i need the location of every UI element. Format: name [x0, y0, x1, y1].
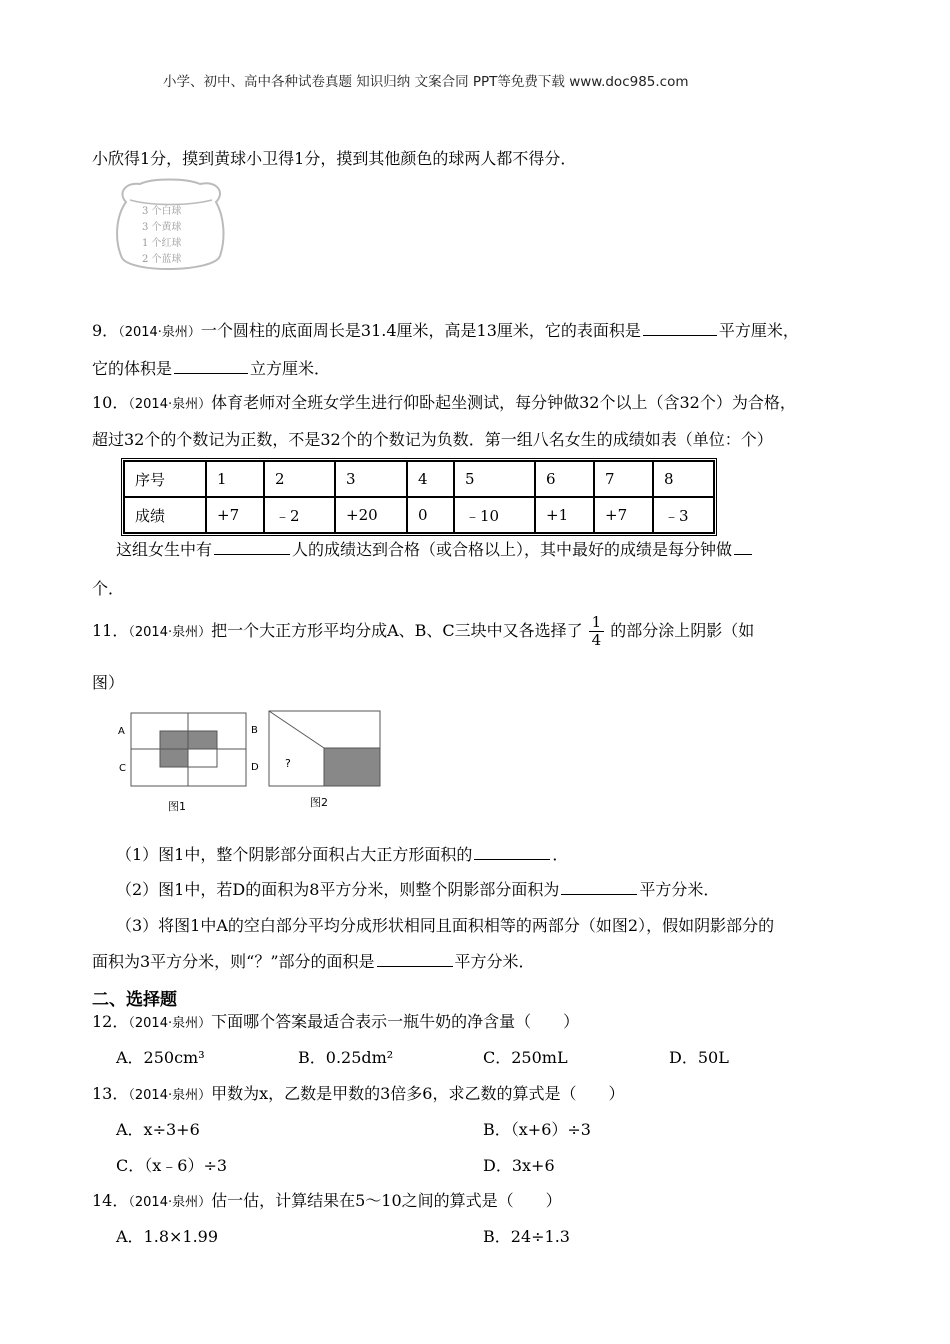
question-10-line2: 超过32个的个数记为正数，不是32个的个数记为负数．第一组八名女生的成绩如表（单位：个）	[92, 430, 773, 449]
q9-number: 9．	[92, 321, 119, 340]
figure-1-diagram	[114, 708, 264, 792]
q14-text: 估一估，计算结果在5～10之间的算式是（ ）	[211, 1191, 562, 1210]
ball-bag-figure	[112, 176, 230, 276]
q9-answer-blank-2[interactable]	[174, 359, 248, 374]
q12-number: 12．	[92, 1012, 129, 1031]
q11-number: 11．	[92, 621, 129, 640]
question-13	[92, 1081, 624, 1104]
q13-number: 13．	[92, 1084, 129, 1103]
fig1-label-b: B	[251, 725, 258, 736]
q11-text-end: 的部分涂上阴影（如	[610, 621, 755, 640]
table-cell: 6	[535, 461, 594, 497]
question-10-line1	[92, 390, 796, 413]
q11-sub1-text: （1）图1中，整个阴影部分面积占大正方形面积的	[116, 845, 473, 864]
q11-sub2-text: （2）图1中，若D的面积为8平方分米，则整个阴影部分面积为	[116, 880, 560, 899]
table-cell: 8	[653, 461, 714, 497]
fig1-label-d: D	[251, 762, 259, 773]
bag-line: 2 个蓝球	[142, 254, 182, 265]
question-11-line2: 图）	[92, 673, 125, 692]
table-row	[124, 461, 714, 497]
q11-sub3-answer-blank[interactable]	[377, 952, 453, 967]
table-cell: 序号	[124, 461, 206, 497]
q11-sub-3-line1: （3）将图1中A的空白部分平均分成形状相同且面积相等的两部分（如图2），假如阴影部分的	[116, 916, 775, 935]
figure-2-diagram	[268, 710, 383, 790]
q10-after-text2: 人的成绩达到合格（或合格以上），其中最好的成绩是每分钟做	[292, 540, 733, 559]
table-cell: 2	[264, 461, 335, 497]
q11-source: （2014·泉州）	[128, 625, 212, 640]
q11-sub-3-line2	[92, 949, 535, 972]
table-cell: 4	[407, 461, 454, 497]
q9-source: （2014·泉州）	[118, 325, 201, 340]
intro-line: 小欣得1分，摸到黄球小卫得1分，摸到其他颜色的球两人都不得分．	[92, 149, 577, 168]
table-cell: ﹣3	[653, 497, 714, 533]
q10-after-text: 这组女生中有	[116, 540, 213, 559]
q10-source: （2014·泉州）	[128, 397, 212, 412]
question-9-line1	[92, 318, 799, 341]
q12-source: （2014·泉州）	[128, 1016, 212, 1031]
question-14	[92, 1188, 562, 1211]
question-12	[92, 1009, 579, 1032]
q10-text: 体育老师对全班女学生进行仰卧起坐测试，每分钟做32个以上（含32个）为合格，	[211, 393, 796, 412]
bag-line: 1 个红球	[142, 238, 182, 249]
bag-line: 3 个白球	[142, 206, 182, 217]
q14-option-b[interactable]: B．24÷1.3	[483, 1227, 570, 1246]
q10-answer-blank-1[interactable]	[214, 540, 290, 555]
score-table	[121, 458, 717, 536]
table-cell: ﹣2	[264, 497, 335, 533]
q9-line2-text: 它的体积是	[92, 359, 173, 378]
bag-contents	[142, 204, 182, 268]
q13-text: 甲数为x，乙数是甲数的3倍多6，求乙数的算式是（ ）	[211, 1084, 625, 1103]
table-cell: ﹣10	[454, 497, 535, 533]
one-quarter-fraction	[589, 614, 605, 649]
q11-sub1-answer-blank[interactable]	[474, 845, 550, 860]
q11-sub2-answer-blank[interactable]	[561, 880, 637, 895]
q12-option-a[interactable]: A．250cm³	[116, 1048, 205, 1067]
fig2-caption: 图2	[310, 796, 328, 809]
q11-sub2-end: 平方分米．	[639, 880, 720, 899]
q13-option-c[interactable]: C．（x﹣6）÷3	[116, 1156, 228, 1175]
q11-sub-1	[116, 842, 568, 865]
figure-1	[114, 708, 264, 818]
table-cell: +7	[594, 497, 653, 533]
table-cell: 7	[594, 461, 653, 497]
q10-answer-blank-2[interactable]	[734, 540, 752, 555]
q12-option-b[interactable]: B．0.25dm²	[298, 1048, 394, 1067]
question-9-line2	[92, 356, 330, 379]
table-row	[124, 497, 714, 533]
fraction-numerator: 1	[589, 614, 605, 632]
question-10-after-line2: 个．	[92, 579, 125, 598]
question-11-line1	[92, 614, 754, 649]
q14-source: （2014·泉州）	[128, 1195, 212, 1210]
q14-number: 14．	[92, 1191, 129, 1210]
table-cell: +1	[535, 497, 594, 533]
section-title-choice: 二、选择题	[92, 990, 177, 1010]
figure-2	[268, 710, 383, 810]
table-cell: 0	[407, 497, 454, 533]
q12-option-d[interactable]: D．50L	[669, 1048, 729, 1067]
page-header: 小学、初中、高中各种试卷真题 知识归纳 文案合同 PPT等免费下载 www.doc985.com	[163, 74, 689, 90]
q11-sub-2	[116, 877, 719, 900]
table-cell: 1	[206, 461, 264, 497]
fig1-label-a: A	[118, 726, 125, 737]
table-cell: 5	[454, 461, 535, 497]
q9-text: 一个圆柱的底面周长是31.4厘米，高是13厘米，它的表面积是	[200, 321, 641, 340]
bag-line: 3 个黄球	[142, 222, 182, 233]
q11-text: 把一个大正方形平均分成A、B、C三块中又各选择了	[211, 621, 583, 640]
fig1-caption: 图1	[168, 800, 186, 813]
q13-option-b[interactable]: B．（x+6）÷3	[483, 1120, 591, 1139]
q12-text: 下面哪个答案最适合表示一瓶牛奶的净含量（ ）	[211, 1012, 580, 1031]
q9-line2-end: 立方厘米．	[250, 359, 331, 378]
table-cell: 3	[335, 461, 407, 497]
table-cell: +7	[206, 497, 264, 533]
fig1-label-c: C	[119, 763, 126, 774]
q11-sub3-text: 面积为3平方分米，则“？”部分的面积是	[92, 952, 375, 971]
fig2-question-mark: ?	[285, 757, 291, 770]
q13-source: （2014·泉州）	[128, 1088, 212, 1103]
table-cell: +20	[335, 497, 407, 533]
q13-option-a[interactable]: A．x÷3+6	[116, 1120, 200, 1139]
q12-option-c[interactable]: C．250mL	[483, 1048, 568, 1067]
q9-text-end: 平方厘米，	[718, 321, 799, 340]
q11-sub1-end: ．	[552, 845, 569, 864]
question-10-after-line1	[116, 537, 754, 560]
table-cell: 成绩	[124, 497, 206, 533]
q11-sub3-end: 平方分米．	[454, 952, 535, 971]
q14-option-a[interactable]: A．1.8×1.99	[116, 1227, 219, 1246]
fraction-denominator: 4	[591, 631, 602, 649]
q13-option-d[interactable]: D．3x+6	[483, 1156, 555, 1175]
q9-answer-blank-1[interactable]	[643, 321, 717, 336]
q10-number: 10．	[92, 393, 129, 412]
